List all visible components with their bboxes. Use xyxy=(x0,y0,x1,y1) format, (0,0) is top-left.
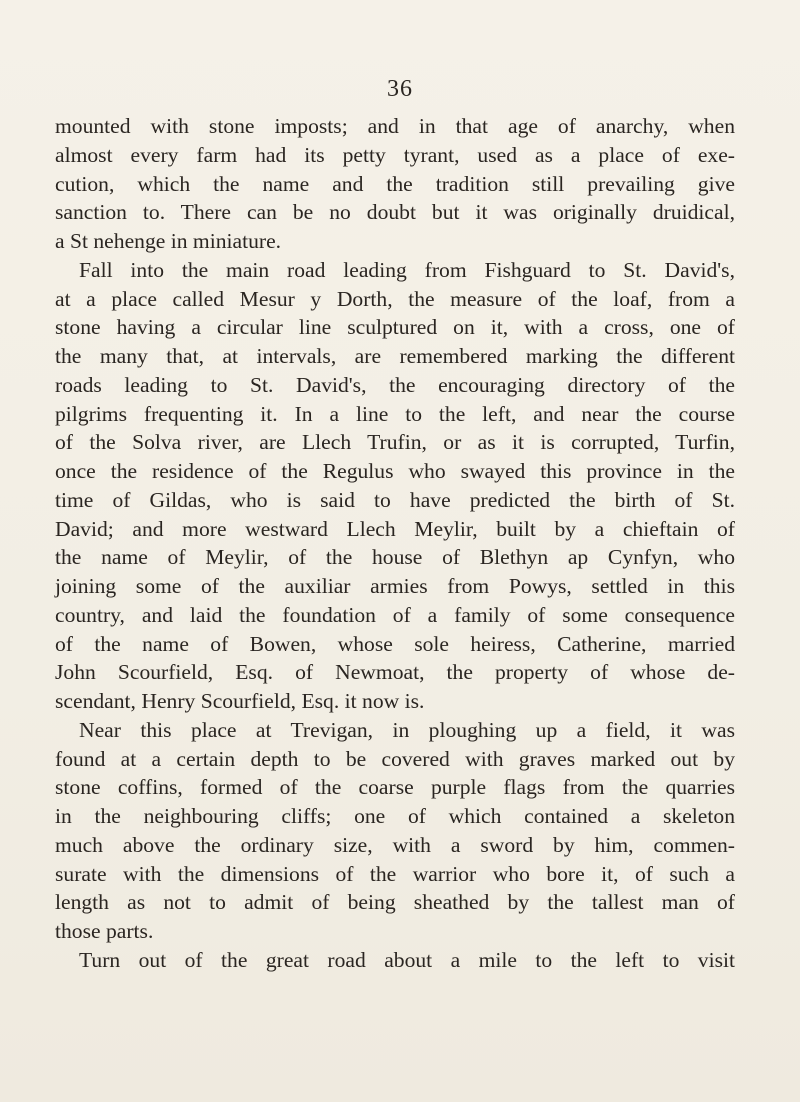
text-line: John Scourfield, Esq. of Newmoat, the property of whose de- xyxy=(55,660,735,685)
body-text xyxy=(55,112,735,975)
text-line: stone having a circular line sculptured on it, with a cross, one of xyxy=(55,315,735,340)
text-line: at a place called Mesur y Dorth, the measure of the loaf, from a xyxy=(55,286,735,311)
text-line: the name of Meylir, of the house of Blethyn ap Cynfyn, who xyxy=(55,545,735,570)
text-line: the many that, at intervals, are remembered marking the different xyxy=(55,344,735,368)
text-line: of the Solva river, are Llech Trufin, or as it is corrupted, Turfin, xyxy=(55,430,735,455)
text-line: mounted with stone imposts; and in that age of anarchy, when xyxy=(55,114,735,138)
text-line: Near this place at Trevigan, in ploughing up a field, it was xyxy=(79,717,735,742)
text-line: once the residence of the Regulus who swayed this province in the xyxy=(55,459,735,483)
text-line: Fall into the main road leading from Fishguard to St. David's, xyxy=(79,257,735,282)
text-line: much above the ordinary size, with a sword by him, commen- xyxy=(55,832,735,857)
text-line: roads leading to St. David's, the encouraging directory of the xyxy=(55,372,735,397)
text-line: Turn out of the great road about a mile to the left to visit xyxy=(79,947,735,972)
text-line: pilgrims frequenting it. In a line to the left, and near the course xyxy=(55,401,735,426)
text-line: stone coffins, formed of the coarse purple flags from the quarries xyxy=(55,775,735,800)
text-line: country, and laid the foundation of a family of some consequence xyxy=(55,602,735,627)
text-line: joining some of the auxiliar armies from Powys, settled in this xyxy=(55,574,735,598)
text-line: sanction to. There can be no doubt but it was originally druidical, xyxy=(55,200,735,225)
text-line: those parts. xyxy=(55,919,154,943)
page-number: 36 xyxy=(387,76,413,102)
text-line: a St nehenge in miniature. xyxy=(55,229,282,253)
text-line: length as not to admit of being sheathed by the tallest man of xyxy=(55,890,735,915)
text-line: of the name of Bowen, whose sole heiress, Catherine, married xyxy=(55,631,735,656)
text-line: cution, which the name and the tradition still prevailing give xyxy=(55,171,735,196)
text-line: in the neighbouring cliffs; one of which contained a skeleton xyxy=(55,804,735,828)
text-line: surate with the dimensions of the warrior who bore it, of such a xyxy=(55,861,735,886)
text-line: David; and more westward Llech Meylir, built by a chieftain of xyxy=(55,516,735,541)
text-line: almost every farm had its petty tyrant, used as a place of exe- xyxy=(55,142,735,167)
text-line: found at a certain depth to be covered with graves marked out by xyxy=(55,746,735,771)
text-line: time of Gildas, who is said to have predicted the birth of St. xyxy=(55,487,735,512)
text-line: scendant, Henry Scourfield, Esq. it now is. xyxy=(55,689,425,713)
